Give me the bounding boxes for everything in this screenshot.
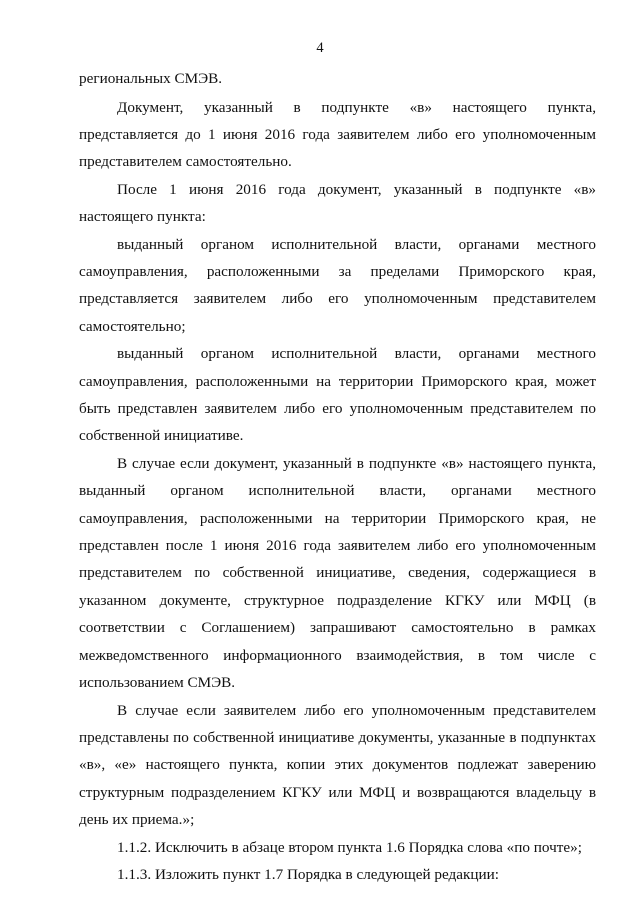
text-line: представителем по собственной инициативе, сведения, содержащиеся в	[79, 564, 596, 581]
text-line: выданный органом исполнительной власти, органами местного	[117, 345, 596, 362]
text-line: представляется заявителем либо его уполномоченным представителем	[79, 290, 596, 307]
text-line: региональных СМЭВ.	[79, 70, 223, 87]
text-line: самоуправления, расположенными за пределами Приморского края,	[79, 263, 596, 280]
text-line: межведомственного информационного взаимодействия, в том числе с	[79, 647, 596, 664]
text-line: представлены по собственной инициативе документы, указанные в подпунктах	[79, 729, 596, 746]
text-line: «в», «е» настоящего пункта, копии этих документов подлежат заверению	[79, 756, 596, 773]
text-line: 1.1.3. Изложить пункт 1.7 Порядка в следующей редакции:	[117, 866, 499, 883]
text-line: быть представлен заявителем либо его уполномоченным представителем по	[79, 400, 596, 417]
text-line: представлен после 1 июня 2016 года заявителем либо его уполномоченным	[79, 537, 596, 554]
text-line: представителем самостоятельно.	[79, 153, 292, 170]
text-line: самоуправления, расположенными на территории Приморского края, может	[79, 373, 596, 390]
text-line: собственной инициативе.	[79, 427, 244, 444]
text-line: После 1 июня 2016 года документ, указанный в подпункте «в»	[117, 181, 596, 198]
text-line: 1.1.2. Исключить в абзаце втором пункта 1.6 Порядка слова «по почте»;	[117, 839, 582, 856]
text-line: использованием СМЭВ.	[79, 674, 236, 691]
text-line: соответствии с Соглашением) запрашивают самостоятельно в рамках	[79, 619, 596, 636]
text-line: В случае если заявителем либо его уполномоченным представителем	[117, 702, 596, 719]
text-line: самостоятельно;	[79, 318, 186, 335]
text-line: самоуправления, расположенными на территории Приморского края, не	[79, 510, 596, 527]
text-line: представляется до 1 июня 2016 года заявителем либо его уполномоченным	[79, 126, 596, 143]
page-number: 4	[316, 40, 324, 56]
text-line: указанном документе, структурное подразделение КГКУ или МФЦ (в	[79, 592, 596, 609]
text-line: выданный органом исполнительной власти, органами местного	[79, 482, 596, 499]
text-line: настоящего пункта:	[79, 208, 206, 225]
text-line: структурным подразделением КГКУ или МФЦ и возвращаются владельцу в	[79, 784, 596, 801]
text-line: день их приема.»;	[79, 811, 195, 828]
text-line: Документ, указанный в подпункте «в» настоящего пункта,	[117, 99, 596, 116]
text-line: выданный органом исполнительной власти, органами местного	[117, 236, 596, 253]
text-line: В случае если документ, указанный в подпункте «в» настоящего пункта,	[117, 455, 596, 472]
